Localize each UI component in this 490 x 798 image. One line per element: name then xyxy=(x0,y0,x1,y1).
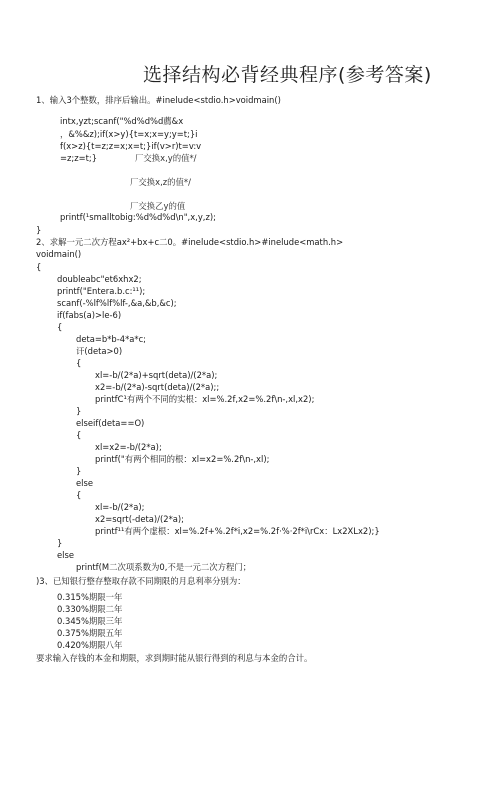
text-line: 厂交换x,y的值*/ xyxy=(135,153,197,163)
text-line: f(x>z){t=z;z=x;x=t;}if(v>r)t=v:v xyxy=(60,141,202,151)
text-line: xl=x2=-b/(2*a); xyxy=(95,442,162,452)
text-line: 0.315%期限一年 xyxy=(57,592,123,602)
text-line: elseif(deta==O) xyxy=(76,418,145,428)
text-line: xl=-b/(2*a); xyxy=(95,502,145,512)
text-line: else xyxy=(57,550,74,560)
text-line: { xyxy=(76,430,82,440)
text-line: 0.345%期限三年 xyxy=(57,616,123,626)
text-line: } xyxy=(57,538,63,548)
text-line: 要求输入存钱的本金和期限，求到期时能从银行得到的利息与本金的合计。 xyxy=(36,653,313,663)
page-title: 选择结构必背经典程序(参考答案) xyxy=(143,64,432,86)
text-line: )3、已知银行整存整取存款不同期限的月息利率分别为： xyxy=(36,576,246,586)
text-line: } xyxy=(36,225,42,235)
text-line: } xyxy=(76,466,82,476)
text-line: { xyxy=(57,322,63,332)
text-line: printf("Entera.b.c:¹¹); xyxy=(57,286,146,296)
text-line: deta=b*b-4*a*c; xyxy=(76,334,147,344)
text-line: printf("有两个相同的根：xl=x2=%.2f\n-,xl); xyxy=(95,454,270,464)
text-line: printf¹¹有两个虚根：xl=%.2f+%.2f*i,x2=%.2f·%·2f*i\rCx：Lx2XLx2);} xyxy=(95,526,380,536)
text-line: intx,yzt;scanf("%d%d%d薦&x xyxy=(60,116,184,126)
text-line: x2=-b/(2*a)-sqrt(deta)/(2*a);; xyxy=(95,382,220,392)
text-line: =z;z=t;} xyxy=(60,153,98,163)
text-line: 0.330%期限二年 xyxy=(57,604,123,614)
text-line: printf(M二次项系数为0,不是一元二次方程门； xyxy=(76,562,252,572)
text-line: x2=sqrt(-deta)/(2*a); xyxy=(95,514,184,524)
text-line: xl=-b/(2*a)+sqrt(deta)/(2*a); xyxy=(95,370,218,380)
text-line: printfC¹有两个不同的实根：xl=%.2f,x2=%.2f\n-,xl,x2); xyxy=(95,394,315,404)
text-line: 厂交换x,z的值*/ xyxy=(130,177,191,187)
text-line: 2、求解一元二次方程ax²+bx+c二0。#inelude<stdio.h>#inelude<math.h> xyxy=(36,237,344,247)
text-line: ，&%&z);if(x>y){t=x;x=y;y=t;}i xyxy=(60,129,198,139)
text-line: voidmain() xyxy=(36,249,82,259)
text-line: 0.420%期限八年 xyxy=(57,640,123,650)
text-line: else xyxy=(76,478,93,488)
text-line: scanf(-%lf%lf%lf-,&a,&b,&c); xyxy=(57,298,177,308)
text-line: 讦(deta>0) xyxy=(76,346,123,356)
text-line: { xyxy=(36,262,42,272)
text-line: { xyxy=(76,358,82,368)
text-line: } xyxy=(76,406,82,416)
text-line: { xyxy=(76,490,82,500)
text-line: if(fabs(a)>le-6) xyxy=(57,310,122,320)
text-line: 1、输入3个整数，排序后输出。#inelude<stdio.h>voidmain() xyxy=(36,95,281,105)
text-line: printf(¹smalltobig:%d%d%d\n",x,y,z); xyxy=(60,212,216,222)
text-line: doubleabc"et6xhx2; xyxy=(57,274,142,284)
text-line: 厂交换乙y的值 xyxy=(130,201,186,211)
text-line: 0.375%期限五年 xyxy=(57,628,123,638)
